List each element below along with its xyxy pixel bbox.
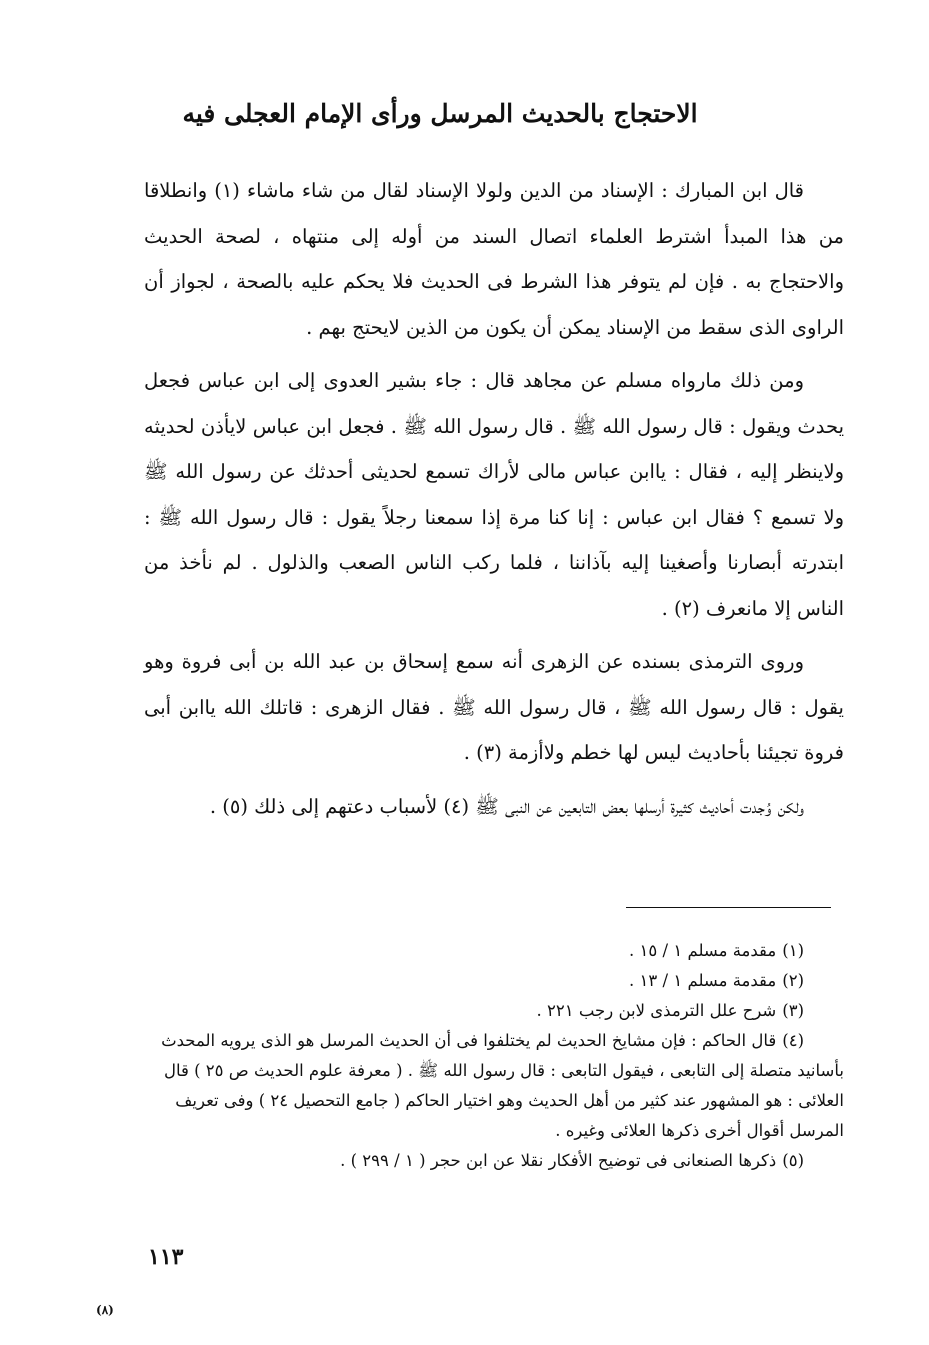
- footnote-text: مقدمة مسلم ١ / ١٣ .: [629, 971, 777, 990]
- footnote: [144, 1026, 844, 1146]
- footnote: [144, 966, 844, 996]
- paragraph-text: قال ابن المبارك : الإسناد من الدين ولولا الإسناد لقال من شاء ماشاء (١) وانطلاقا من هذا المبدأ اشترط العلماء اتصال السند من أوله إلى منتهاه ، لصحة الحديث والاحتجاج به . فإن لم يتوفر هذا الشرط فى الحديث فلا يحكم عليه بالصحة ، لجواز أن الراوى الذى سقط من الإسناد يمكن أن يكون من الذين لايحتج بهم .: [144, 179, 844, 339]
- paragraph-text: ومن ذلك مارواه مسلم عن مجاهد قال : جاء بشير العدوى إلى ابن عباس فجعل يحدث ويقول : قال رسول الله ﷺ . قال رسول الله ﷺ . فجعل ابن عباس لايأذن لحديثه ولاينظر إليه ، فقال : ياابن عباس مالى لأراك تسمع لحديثى أحدثك عن رسول الله ﷺ ولا تسمع ؟ فقال ابن عباس : إنا كنا مرة إذا سمعنا رجلاً يقول : قال رسول الله ﷺ : ابتدرته أبصارنا وأصغينا إليه بآذاننا ، فلما ركب الناس الصعب والذلول . لم نأخذ من الناس إلا مانعرف (٢) .: [144, 369, 844, 620]
- footnote-number: (٥): [782, 1151, 804, 1170]
- chapter-title: الاحتجاج بالحديث المرسل ورأى الإمام العجلى فيه: [182, 99, 698, 128]
- paragraph-text: ولكن وُجدت أحاديث كثيرة أرسلها بعض التابعين عن النبى ﷺ (٤) لأسباب دعتهم إلى ذلك (٥) .: [209, 794, 804, 818]
- footnote-number: (٣): [782, 1001, 804, 1020]
- signature-mark: (٨): [96, 1303, 114, 1317]
- footnote-separator: [626, 907, 831, 908]
- paragraph: [144, 784, 844, 830]
- paragraph: [144, 639, 844, 776]
- footnote-number: (١): [782, 941, 804, 960]
- footnote-text: مقدمة مسلم ١ / ١٥ .: [629, 941, 777, 960]
- main-text: [144, 168, 844, 829]
- footnote-number: (٢): [782, 971, 804, 990]
- footnote-text: ذكرها الصنعانى فى توضيح الأفكار نقلا عن ابن حجر ( ١ / ٢٩٩ ) .: [340, 1151, 777, 1170]
- page-number: ١١٣: [148, 1244, 184, 1270]
- footnote: [144, 1146, 844, 1176]
- paragraph: [144, 358, 844, 631]
- footnote-text: قال الحاكم : فإن مشايخ الحديث لم يختلفوا فى أن الحديث المرسل هو الذى يرويه المحدث بأسانيد متصلة إلى التابعى ، فيقول التابعى : قال رسول الله ﷺ . ( معرفة علوم الحديث ص ٢٥ ) قال العلائى : هو المشهور عند كثير من أهل الحديث وهو اختيار الحاكم ( جامع التحصيل ٢٤ ) وفى تعريف المرسل أقوال أخرى ذكرها العلائى وغيره .: [161, 1031, 844, 1140]
- footnote-number: (٤): [782, 1031, 804, 1050]
- footnote: [144, 936, 844, 966]
- footnote: [144, 996, 844, 1026]
- footnote-text: شرح علل الترمذى لابن رجب ٢٢١ .: [536, 1001, 777, 1020]
- paragraph: [144, 168, 844, 350]
- paragraph-text: وروى الترمذى بسنده عن الزهرى أنه سمع إسحاق بن عبد الله بن أبى فروة وهو يقول : قال رسول الله ﷺ ، قال رسول الله ﷺ . فقال الزهرى : قاتلك الله ياابن أبى فروة تجيئنا بأحاديث ليس لها خطم ولاأزمة (٣) .: [144, 650, 844, 764]
- footnotes: [144, 936, 844, 1176]
